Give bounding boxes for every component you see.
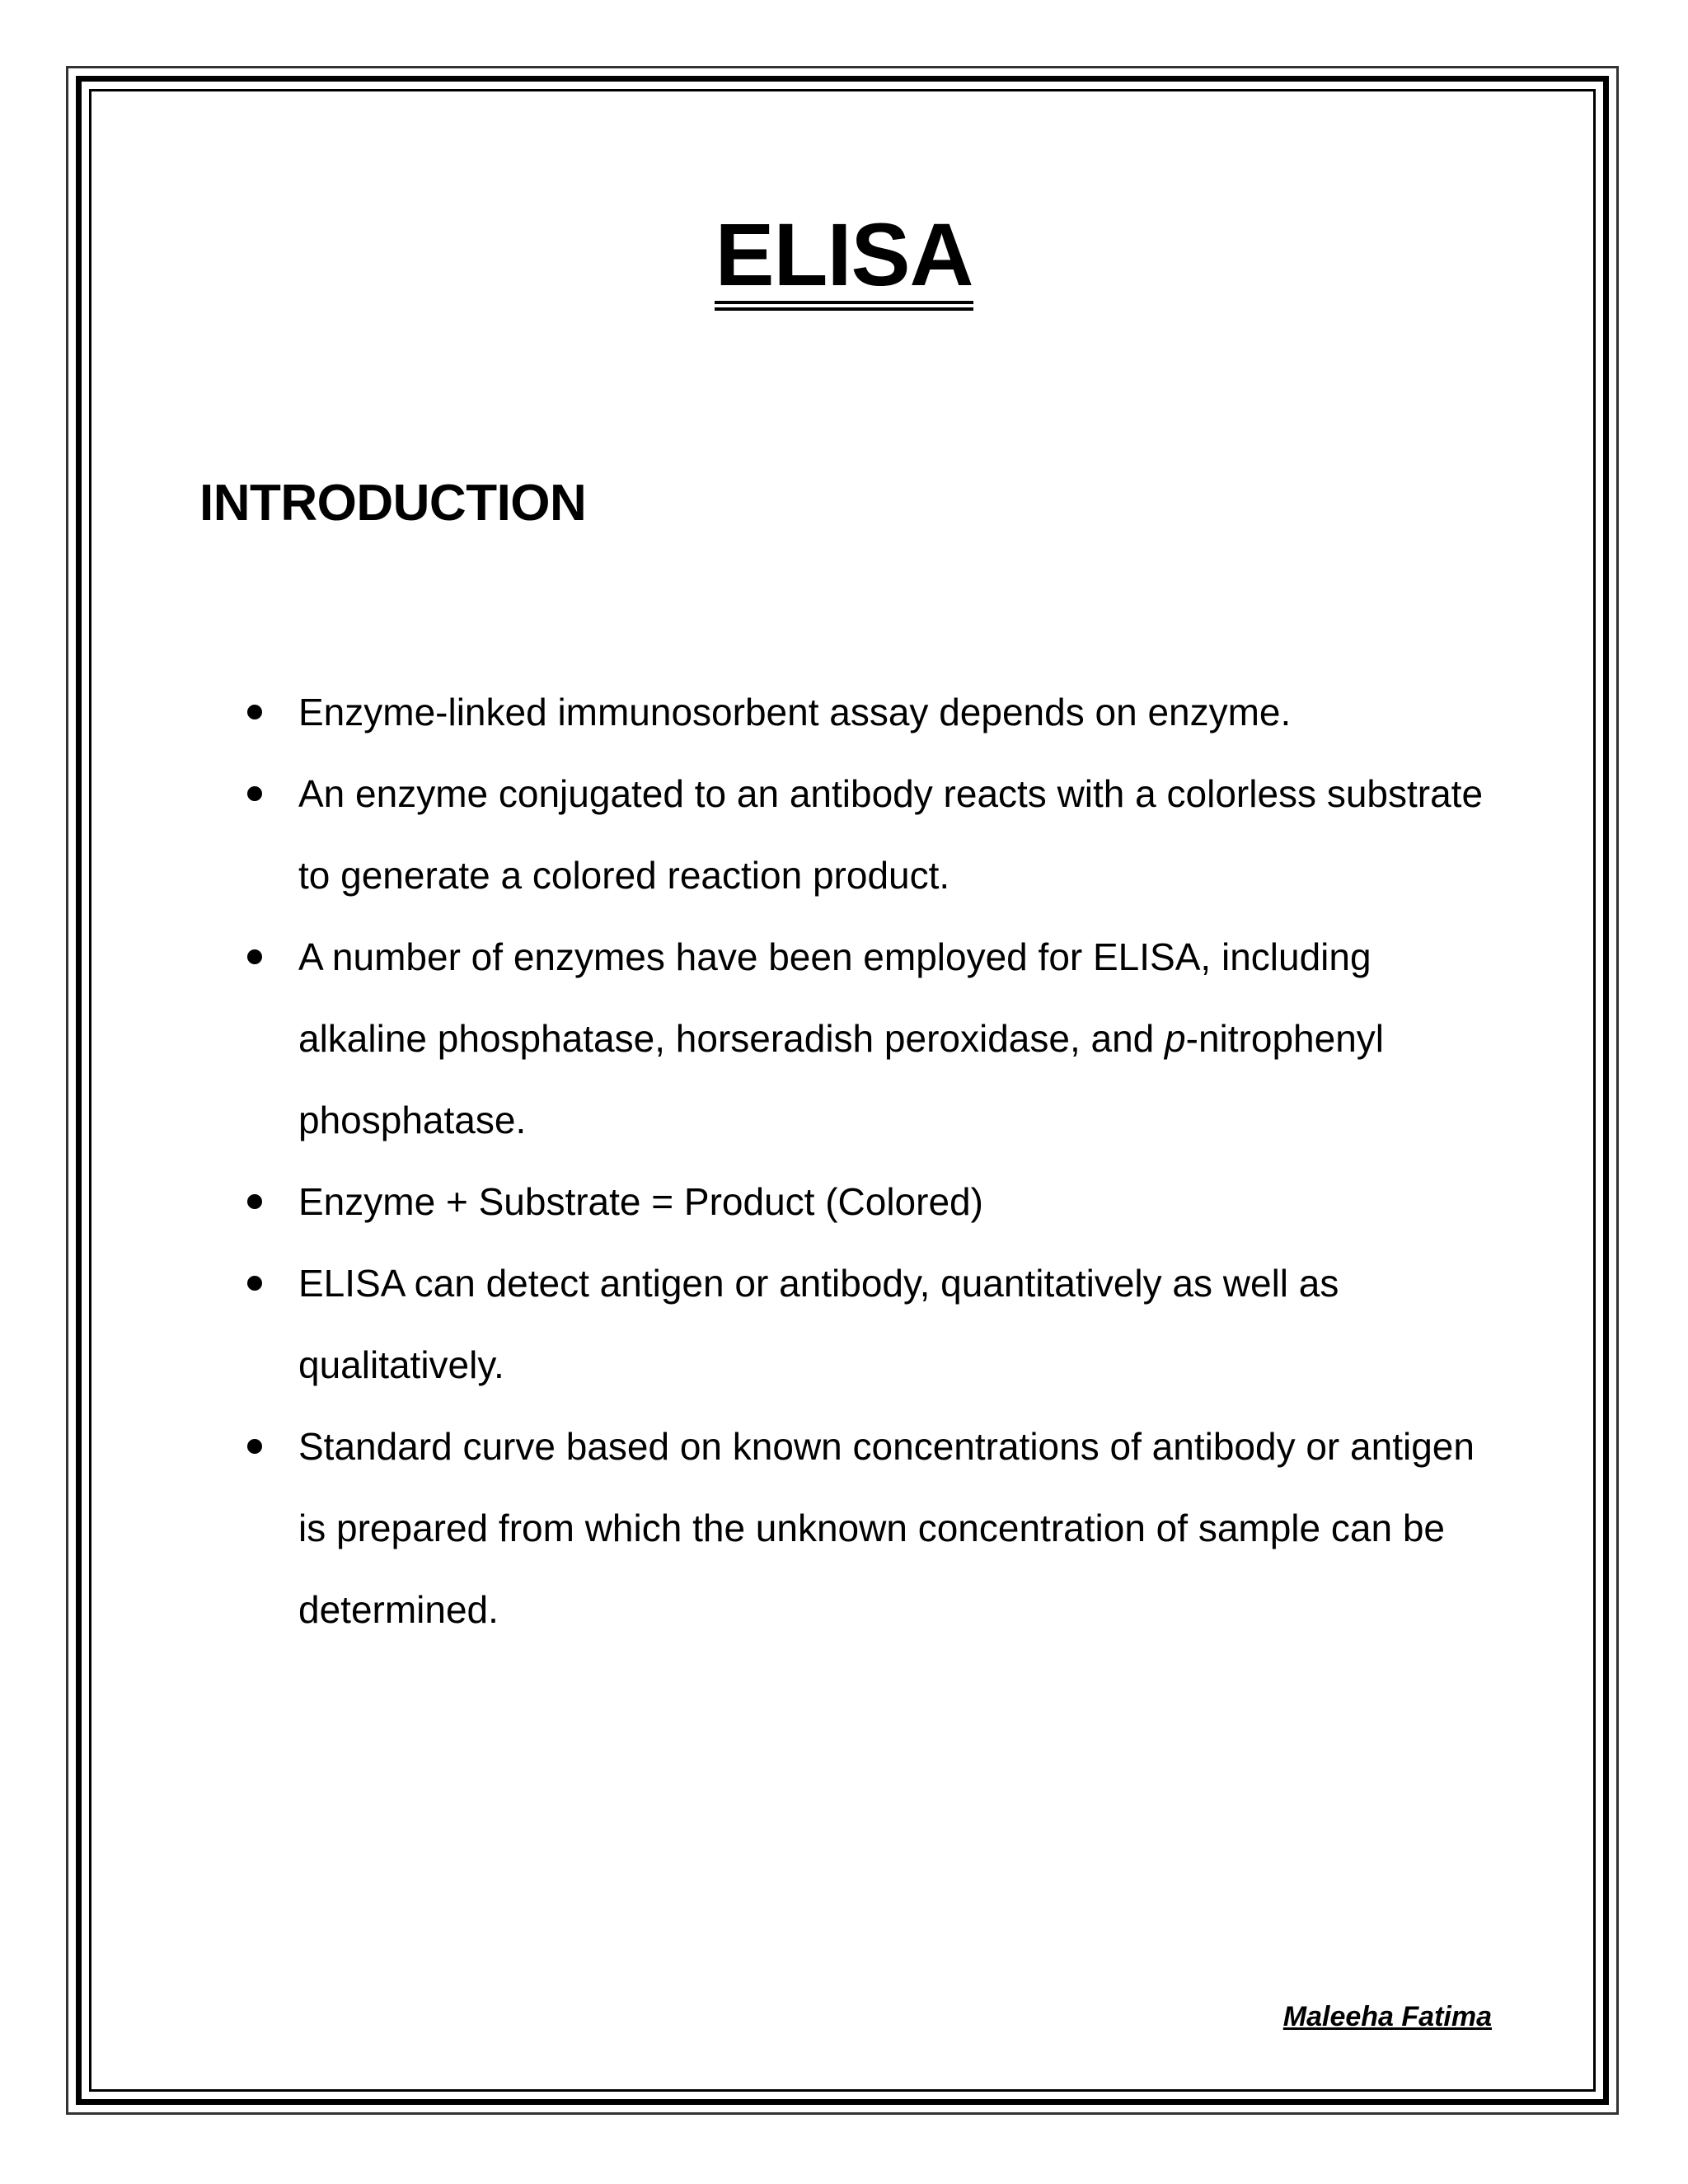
page-title-text: ELISA: [715, 210, 973, 311]
bullet-text: Enzyme + Substrate = Product (Colored): [298, 1180, 983, 1223]
bullet-text: ELISA can detect antigen or antibody, quantitatively as well as qualitatively.: [298, 1262, 1339, 1386]
list-item: [247, 1243, 1484, 1406]
bullet-dot-icon: [247, 1439, 262, 1454]
bullet-text: [298, 916, 1484, 1161]
bullet-text: Standard curve based on known concentrations of antibody or antigen is prepared from which the unknown concentration of sample can be determined.: [298, 1425, 1475, 1631]
introduction-bullet-list: [247, 672, 1484, 1651]
bullet-text: Enzyme-linked immunosorbent assay depends on enzyme.: [298, 691, 1292, 733]
bullet-dot-icon: [247, 1194, 262, 1209]
list-item: [247, 672, 1484, 753]
author-name: Maleeha Fatima: [1282, 2001, 1492, 2032]
bullet-text: An enzyme conjugated to an antibody reacts with a colorless substrate to generate a colored reaction product.: [298, 772, 1484, 897]
bullet-dot-icon: [247, 786, 262, 801]
bullet-text-italic: p: [1165, 1017, 1186, 1060]
bullet-text-part: A number of enzymes have been employed for ELISA, including alkaline phosphatase, horseradish peroxidase, and: [298, 935, 1372, 1060]
page-title: [0, 204, 1688, 311]
bullet-dot-icon: [247, 705, 262, 719]
list-item: [247, 753, 1484, 916]
list-item: [247, 1406, 1484, 1651]
list-item: [247, 1161, 1484, 1243]
bullet-dot-icon: [247, 1276, 262, 1291]
bullet-dot-icon: [247, 949, 262, 964]
list-item: [247, 916, 1484, 1161]
bullet-text-part: -nitrophenyl phosphatase.: [298, 1017, 1384, 1141]
section-heading-introduction: INTRODUCTION: [199, 475, 587, 532]
